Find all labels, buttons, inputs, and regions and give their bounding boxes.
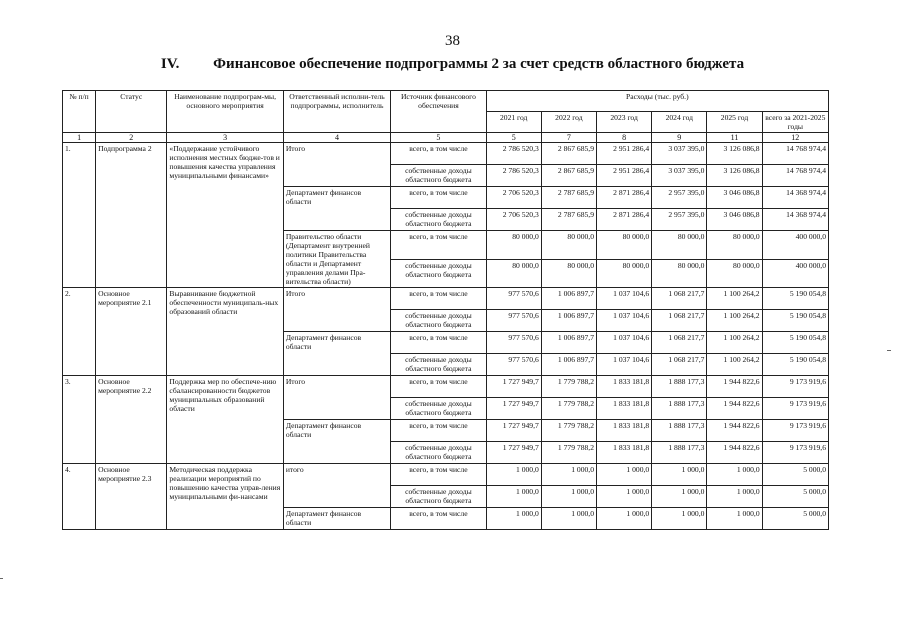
table-row bbox=[63, 143, 829, 165]
year-value-cell: 1 000,0 bbox=[541, 486, 596, 508]
total-value-cell: 5 000,0 bbox=[762, 464, 828, 486]
financing-table bbox=[62, 90, 829, 530]
header-name: Наименование подпрограм-мы, основного мероприятия bbox=[167, 91, 283, 133]
year-value-cell: 1 888 177,3 bbox=[652, 398, 707, 420]
source-cell: собственные доходы областного бюджета bbox=[391, 354, 486, 376]
program-name-cell: Поддержка мер по обеспече-нию сбалансированности бюджетов муниципальных образований области bbox=[167, 376, 283, 464]
year-value-cell: 1 037 104,6 bbox=[597, 332, 652, 354]
year-value-cell: 2 706 520,3 bbox=[486, 209, 541, 231]
year-value-cell: 1 100 264,2 bbox=[707, 354, 762, 376]
column-index: 9 bbox=[652, 133, 707, 143]
year-value-cell: 1 000,0 bbox=[486, 508, 541, 530]
year-value-cell: 80 000,0 bbox=[541, 259, 596, 288]
column-index: 7 bbox=[541, 133, 596, 143]
source-cell: всего, в том числе bbox=[391, 187, 486, 209]
column-index: 8 bbox=[597, 133, 652, 143]
year-value-cell: 1 100 264,2 bbox=[707, 288, 762, 310]
year-value-cell: 1 000,0 bbox=[541, 464, 596, 486]
year-value-cell: 2 786 520,3 bbox=[486, 165, 541, 187]
column-index: 5 bbox=[391, 133, 486, 143]
source-cell: собственные доходы областного бюджета bbox=[391, 486, 486, 508]
source-cell: собственные доходы областного бюджета bbox=[391, 209, 486, 231]
row-number: 3. bbox=[63, 376, 96, 464]
year-value-cell: 1 944 822,6 bbox=[707, 376, 762, 398]
total-value-cell: 14 368 974,4 bbox=[762, 209, 828, 231]
year-value-cell: 2 867 685,9 bbox=[541, 165, 596, 187]
year-value-cell: 2 787 685,9 bbox=[541, 209, 596, 231]
total-value-cell: 9 173 919,6 bbox=[762, 398, 828, 420]
column-index: 4 bbox=[283, 133, 390, 143]
year-value-cell: 1 000,0 bbox=[597, 508, 652, 530]
responsible-cell: Итого bbox=[283, 376, 390, 420]
year-value-cell: 1 727 949,7 bbox=[486, 398, 541, 420]
source-cell: собственные доходы областного бюджета bbox=[391, 165, 486, 187]
year-value-cell: 1 006 897,7 bbox=[541, 310, 596, 332]
year-value-cell: 80 000,0 bbox=[486, 231, 541, 260]
responsible-cell: Департамент финансов области bbox=[283, 508, 390, 530]
year-value-cell: 1 833 181,8 bbox=[597, 420, 652, 442]
year-value-cell: 3 037 395,0 bbox=[652, 143, 707, 165]
total-value-cell: 9 173 919,6 bbox=[762, 376, 828, 398]
year-value-cell: 2 957 395,0 bbox=[652, 209, 707, 231]
total-value-cell: 400 000,0 bbox=[762, 231, 828, 260]
status-cell: Основное мероприятие 2.2 bbox=[96, 376, 167, 464]
header-year: 2025 год bbox=[707, 112, 762, 133]
year-value-cell: 80 000,0 bbox=[597, 259, 652, 288]
year-value-cell: 1 727 949,7 bbox=[486, 442, 541, 464]
year-value-cell: 80 000,0 bbox=[597, 231, 652, 260]
year-value-cell: 80 000,0 bbox=[486, 259, 541, 288]
year-value-cell: 1 779 788,2 bbox=[541, 442, 596, 464]
year-value-cell: 2 787 685,9 bbox=[541, 187, 596, 209]
year-value-cell: 1 000,0 bbox=[707, 486, 762, 508]
year-value-cell: 1 944 822,6 bbox=[707, 420, 762, 442]
header-year: 2021 год bbox=[486, 112, 541, 133]
responsible-cell: Департамент финансов области bbox=[283, 332, 390, 376]
year-value-cell: 80 000,0 bbox=[652, 259, 707, 288]
table-row bbox=[63, 464, 829, 486]
responsible-cell: итого bbox=[283, 464, 390, 508]
year-value-cell: 1 068 217,7 bbox=[652, 310, 707, 332]
year-value-cell: 1 727 949,7 bbox=[486, 420, 541, 442]
program-name-cell: Методическая поддержка реализации мероприятий по повышению качества управ-ления муниципальными фи-нансами bbox=[167, 464, 283, 530]
year-value-cell: 3 037 395,0 bbox=[652, 165, 707, 187]
year-value-cell: 2 786 520,3 bbox=[486, 143, 541, 165]
year-value-cell: 1 100 264,2 bbox=[707, 310, 762, 332]
header-expenses: Расходы (тыс. руб.) bbox=[486, 91, 828, 112]
responsible-cell: Департамент финансов области bbox=[283, 420, 390, 464]
responsible-cell: Департамент финансов области bbox=[283, 187, 390, 231]
header-year: 2024 год bbox=[652, 112, 707, 133]
year-value-cell: 1 000,0 bbox=[707, 464, 762, 486]
header-responsible: Ответственный исполни-тель подпрограммы, исполнитель bbox=[283, 91, 390, 133]
source-cell: всего, в том числе bbox=[391, 288, 486, 310]
column-index: 11 bbox=[707, 133, 762, 143]
source-cell: собственные доходы областного бюджета bbox=[391, 398, 486, 420]
year-value-cell: 1 000,0 bbox=[652, 508, 707, 530]
header-year: 2022 год bbox=[541, 112, 596, 133]
year-value-cell: 1 779 788,2 bbox=[541, 376, 596, 398]
column-index: 12 bbox=[762, 133, 828, 143]
year-value-cell: 1 000,0 bbox=[707, 508, 762, 530]
year-value-cell: 1 000,0 bbox=[597, 464, 652, 486]
header-year: 2023 год bbox=[597, 112, 652, 133]
year-value-cell: 1 000,0 bbox=[652, 486, 707, 508]
column-index: 2 bbox=[96, 133, 167, 143]
year-value-cell: 3 126 086,8 bbox=[707, 143, 762, 165]
page-number: 38 bbox=[445, 33, 460, 49]
column-index: 3 bbox=[167, 133, 283, 143]
total-value-cell: 9 173 919,6 bbox=[762, 442, 828, 464]
header-source: Источник финансового обеспечения bbox=[391, 91, 486, 133]
source-cell: всего, в том числе bbox=[391, 420, 486, 442]
year-value-cell: 1 068 217,7 bbox=[652, 332, 707, 354]
year-value-cell: 1 944 822,6 bbox=[707, 442, 762, 464]
year-value-cell: 2 871 286,4 bbox=[597, 187, 652, 209]
year-value-cell: 977 570,6 bbox=[486, 288, 541, 310]
year-value-cell: 3 046 086,8 bbox=[707, 209, 762, 231]
year-value-cell: 1 006 897,7 bbox=[541, 332, 596, 354]
responsible-cell: Итого bbox=[283, 288, 390, 332]
year-value-cell: 1 006 897,7 bbox=[541, 288, 596, 310]
source-cell: собственные доходы областного бюджета bbox=[391, 442, 486, 464]
status-cell: Основное мероприятие 2.1 bbox=[96, 288, 167, 376]
total-value-cell: 14 768 974,4 bbox=[762, 165, 828, 187]
scan-mark bbox=[0, 578, 3, 579]
year-value-cell: 80 000,0 bbox=[707, 259, 762, 288]
year-value-cell: 1 037 104,6 bbox=[597, 354, 652, 376]
year-value-cell: 977 570,6 bbox=[486, 354, 541, 376]
year-value-cell: 2 957 395,0 bbox=[652, 187, 707, 209]
section-number: IV. bbox=[160, 56, 180, 72]
year-value-cell: 1 006 897,7 bbox=[541, 354, 596, 376]
total-value-cell: 5 190 054,8 bbox=[762, 310, 828, 332]
source-cell: всего, в том числе bbox=[391, 332, 486, 354]
source-cell: собственные доходы областного бюджета bbox=[391, 259, 486, 288]
total-value-cell: 5 190 054,8 bbox=[762, 354, 828, 376]
year-value-cell: 3 126 086,8 bbox=[707, 165, 762, 187]
year-value-cell: 1 000,0 bbox=[597, 486, 652, 508]
year-value-cell: 1 888 177,3 bbox=[652, 376, 707, 398]
year-value-cell: 2 951 286,4 bbox=[597, 143, 652, 165]
year-value-cell: 2 871 286,4 bbox=[597, 209, 652, 231]
source-cell: всего, в том числе bbox=[391, 231, 486, 260]
year-value-cell: 1 888 177,3 bbox=[652, 420, 707, 442]
year-value-cell: 1 833 181,8 bbox=[597, 398, 652, 420]
year-value-cell: 1 000,0 bbox=[486, 464, 541, 486]
source-cell: всего, в том числе bbox=[391, 508, 486, 530]
row-number: 2. bbox=[63, 288, 96, 376]
scan-mark bbox=[887, 350, 891, 351]
year-value-cell: 1 000,0 bbox=[541, 508, 596, 530]
year-value-cell: 1 779 788,2 bbox=[541, 420, 596, 442]
responsible-cell: Итого bbox=[283, 143, 390, 187]
year-value-cell: 1 068 217,7 bbox=[652, 288, 707, 310]
year-value-cell: 1 833 181,8 bbox=[597, 376, 652, 398]
year-value-cell: 1 944 822,6 bbox=[707, 398, 762, 420]
year-value-cell: 2 867 685,9 bbox=[541, 143, 596, 165]
year-value-cell: 1 000,0 bbox=[652, 464, 707, 486]
total-value-cell: 400 000,0 bbox=[762, 259, 828, 288]
source-cell: всего, в том числе bbox=[391, 376, 486, 398]
year-value-cell: 2 706 520,3 bbox=[486, 187, 541, 209]
year-value-cell: 1 833 181,8 bbox=[597, 442, 652, 464]
column-index: 1 bbox=[63, 133, 96, 143]
year-value-cell: 2 951 286,4 bbox=[597, 165, 652, 187]
column-index-row bbox=[63, 133, 829, 143]
program-name-cell: Выравнивание бюджетной обеспеченности муниципаль-ных образований области bbox=[167, 288, 283, 376]
source-cell: всего, в том числе bbox=[391, 464, 486, 486]
responsible-cell: Правительство области (Департамент внутренней политики Правительства области и Департамент управления делами Пра-вительства области) bbox=[283, 231, 390, 288]
year-value-cell: 80 000,0 bbox=[652, 231, 707, 260]
total-value-cell: 9 173 919,6 bbox=[762, 420, 828, 442]
status-cell: Подпрограмма 2 bbox=[96, 143, 167, 288]
year-value-cell: 1 888 177,3 bbox=[652, 442, 707, 464]
section-title-text: Финансовое обеспечение подпрограммы 2 за счет средств областного бюджета bbox=[213, 56, 745, 72]
year-value-cell: 3 046 086,8 bbox=[707, 187, 762, 209]
source-cell: всего, в том числе bbox=[391, 143, 486, 165]
year-value-cell: 1 037 104,6 bbox=[597, 310, 652, 332]
table-body bbox=[63, 143, 829, 530]
program-name-cell: «Поддержание устойчивого исполнения местных бюдже-тов и повышения качества управления муниципальными финансами» bbox=[167, 143, 283, 288]
year-value-cell: 1 100 264,2 bbox=[707, 332, 762, 354]
total-value-cell: 14 368 974,4 bbox=[762, 187, 828, 209]
row-number: 1. bbox=[63, 143, 96, 288]
total-value-cell: 5 000,0 bbox=[762, 486, 828, 508]
total-value-cell: 14 768 974,4 bbox=[762, 143, 828, 165]
year-value-cell: 1 000,0 bbox=[486, 486, 541, 508]
total-value-cell: 5 190 054,8 bbox=[762, 288, 828, 310]
year-value-cell: 1 037 104,6 bbox=[597, 288, 652, 310]
row-number: 4. bbox=[63, 464, 96, 530]
header-row bbox=[63, 91, 829, 112]
column-index: 5 bbox=[486, 133, 541, 143]
year-value-cell: 977 570,6 bbox=[486, 310, 541, 332]
table-row bbox=[63, 376, 829, 398]
table-row bbox=[63, 288, 829, 310]
section-title bbox=[0, 56, 905, 73]
year-value-cell: 80 000,0 bbox=[541, 231, 596, 260]
year-value-cell: 1 779 788,2 bbox=[541, 398, 596, 420]
status-cell: Основное мероприятие 2.3 bbox=[96, 464, 167, 530]
header-num: № п/п bbox=[63, 91, 96, 133]
header-status: Статус bbox=[96, 91, 167, 133]
year-value-cell: 1 068 217,7 bbox=[652, 354, 707, 376]
source-cell: собственные доходы областного бюджета bbox=[391, 310, 486, 332]
year-value-cell: 977 570,6 bbox=[486, 332, 541, 354]
year-value-cell: 80 000,0 bbox=[707, 231, 762, 260]
header-year-total: всего за 2021-2025 годы bbox=[762, 112, 828, 133]
year-value-cell: 1 727 949,7 bbox=[486, 376, 541, 398]
total-value-cell: 5 190 054,8 bbox=[762, 332, 828, 354]
total-value-cell: 5 000,0 bbox=[762, 508, 828, 530]
